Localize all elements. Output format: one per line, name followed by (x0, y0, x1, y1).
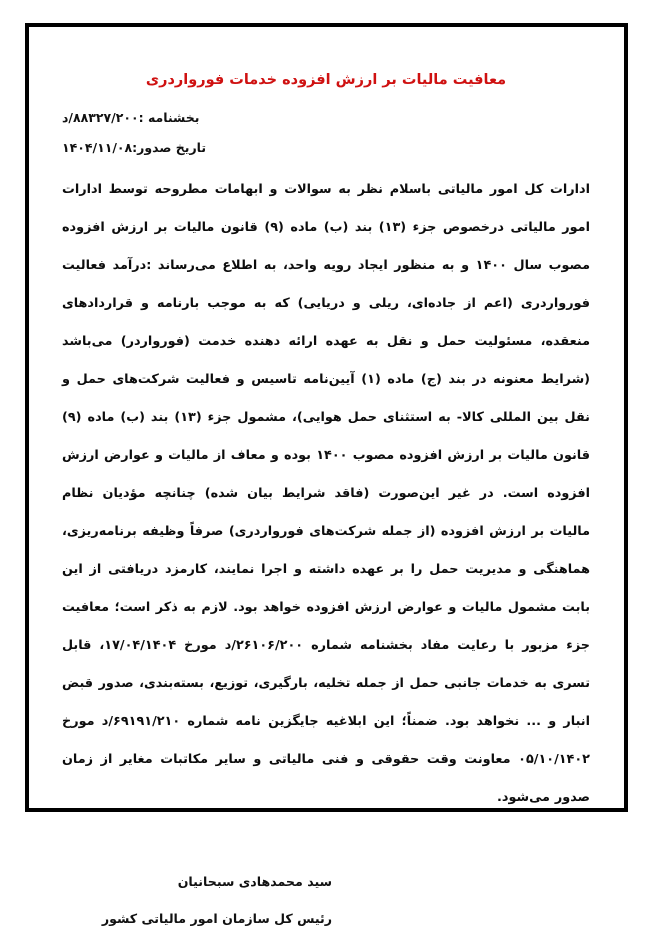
document-meta (62, 109, 590, 157)
document-title: معافیت مالیات بر ارزش افزوده خدمات فورواردری (145, 72, 507, 88)
signatory-name: سید محمدهادی سبحانیان (177, 873, 332, 889)
body-paragraph: ادارات کل امور مالیاتی باسلام نظر به سوالات و ابهامات مطروحه توسط ادارات امور مالیاتی درخصوص جزء (۱۳) بند (ب) ماده (۹) قانون مالیات بر ارزش افزوده مصوب سال ۱۴۰۰ و به منظور ایجاد رویه واحد، به اطلاع می‌رساند :درآمد فعالیت فورواردری (اعم از جاده‌ای، ریلی و دریایی) که به موجب بارنامه و قراردادهای منعقده، مسئولیت حمل و نقل به عهده ارائه دهنده خدمت (فورواردر) می‌باشد (شرایط معنونه در بند (ج) ماده (۱) آیین‌نامه تاسیس و فعالیت شرکت‌های حمل و نقل بین المللی کالا- به استثنای حمل هوایی)، مشمول جزء (۱۳) بند (ب) ماده (۹) قانون مالیات بر ارزش افزوده مصوب ۱۴۰۰ بوده و معاف از مالیات و عوارض ارزش افزوده است. در غیر این‌صورت (فاقد شرایط بیان شده) چنانچه مؤدیان نظام مالیات بر ارزش افزوده (از جمله شرکت‌های فورواردری) صرفاً وظیفه برنامه‌ریزی، هماهنگی و مدیریت حمل را بر عهده داشته و اجرا نمایند، کارمزد دریافتی از این بابت مشمول مالیات و عوارض ارزش افزوده خواهد بود. لازم به ذکر است؛ معافیت جزء مزبور با رعایت مفاد بخشنامه شماره ۲۶۱۰۶/۲۰۰/د مورخ ۱۷/۰۴/۱۴۰۴، قابل تسری به خدمات جانبی حمل از جمله تخلیه، بارگیری، توزیع، بسته‌بندی، صدور قبض انبار و ... نخواهد بود. ضمناً؛ این ابلاغیه جایگزین نامه شماره ۶۹۱۹۱/۲۱۰/د مورخ ۰۵/۱۰/۱۴۰۲ معاونت وقت حقوقی و فنی مالیاتی و سایر مکاتبات مغایر از زمان صدور می‌شود. (62, 181, 591, 805)
document-body (62, 171, 590, 817)
document-content (62, 23, 590, 929)
signatory-role: رئیس کل سازمان امور مالیاتی کشور (101, 910, 332, 926)
circular-number: بخشنامه :۸۸۳۲۷/۲۰۰/د (62, 109, 200, 125)
issue-date: تاریخ صدور:۱۴۰۴/۱۱/۰۸ (62, 140, 207, 156)
signature-block (62, 873, 590, 929)
